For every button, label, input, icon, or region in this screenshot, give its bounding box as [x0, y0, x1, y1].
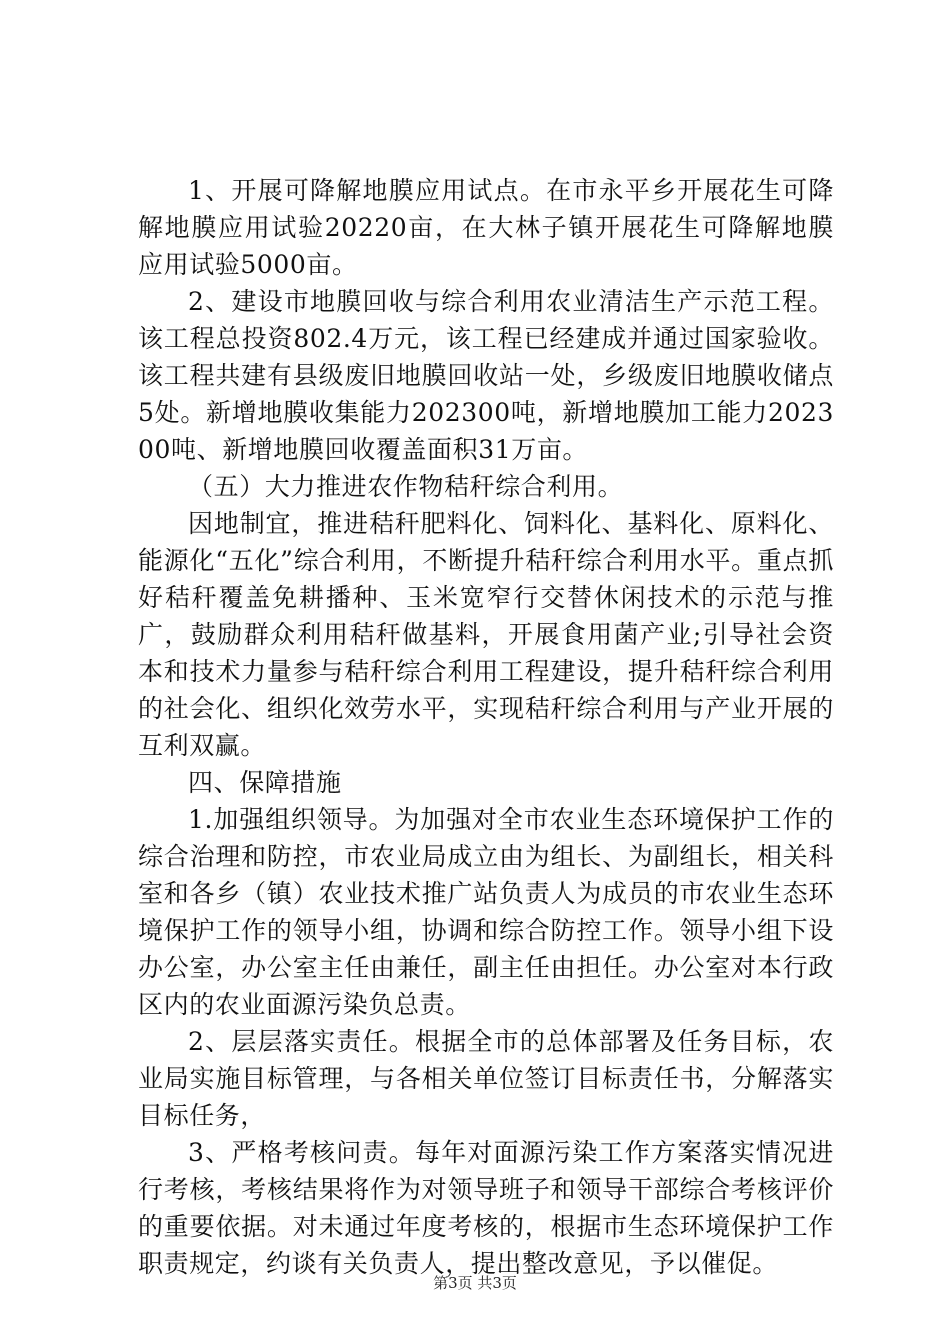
- paragraph-straw-utilization-heading: （五）大力推进农作物秸秆综合利用。: [188, 472, 624, 501]
- paragraph-organization-leadership: 1.加强组织领导。为加强对全市农业生态环境保护工作的综合治理和防控，市农业局成立由为组长、为副组长，相关科室和各乡（镇）农业技术推广站负责人为成员的市农业生态环境保护工作的领导小组，协调和综合防控工作。领导小组下设办公室，办公室主任由兼任，副主任由担任。办公室对本行政区内的农业面源污染负总责。: [138, 805, 834, 1019]
- paragraph-straw-utilization-body: 因地制宜，推进秸秆肥料化、饲料化、基料化、原料化、能源化“五化”综合利用，不断提升秸秆综合利用水平。重点抓好秸秆覆盖免耕播种、玉米宽窄行交替休闲技术的示范与推广，鼓励群众利用秸秆做基料，开展食用菌产业;引导社会资本和技术力量参与秸秆综合利用工程建设，提升秸秆综合利用的社会化、组织化效劳水平，实现秸秆综合利用与产业开展的互利双赢。: [138, 509, 834, 760]
- document-body: [138, 172, 834, 1282]
- paragraph-accountability: 3、严格考核问责。每年对面源污染工作方案落实情况进行考核，考核结果将作为对领导班子和领导干部综合考核评价的重要依据。对未通过年度考核的，根据市生态环境保护工作职责规定，约谈有关负责人，提出整改意见，予以催促。: [138, 1138, 834, 1278]
- page-number-footer: 第3页 共3页: [433, 1274, 517, 1292]
- paragraph-film-recycling-project: 2、建设市地膜回收与综合利用农业清洁生产示范工程。该工程总投资802.4万元，该工程已经建成并通过国家验收。该工程共建有县级废旧地膜回收站一处，乡级废旧地膜收储点5处。新增地膜收集能力202300吨，新增地膜加工能力202300吨、新增地膜回收覆盖面积31万亩。: [138, 287, 834, 464]
- paragraph-biodegradable-film-trial: 1、开展可降解地膜应用试点。在市永平乡开展花生可降解地膜应用试验20220亩，在大林子镇开展花生可降解地膜应用试验5000亩。: [138, 176, 834, 279]
- section-heading-safeguards: 四、保障措施: [188, 768, 342, 797]
- paragraph-responsibility: 2、层层落实责任。根据全市的总体部署及任务目标，农业局实施目标管理，与各相关单位签订目标责任书，分解落实目标任务，: [138, 1027, 834, 1130]
